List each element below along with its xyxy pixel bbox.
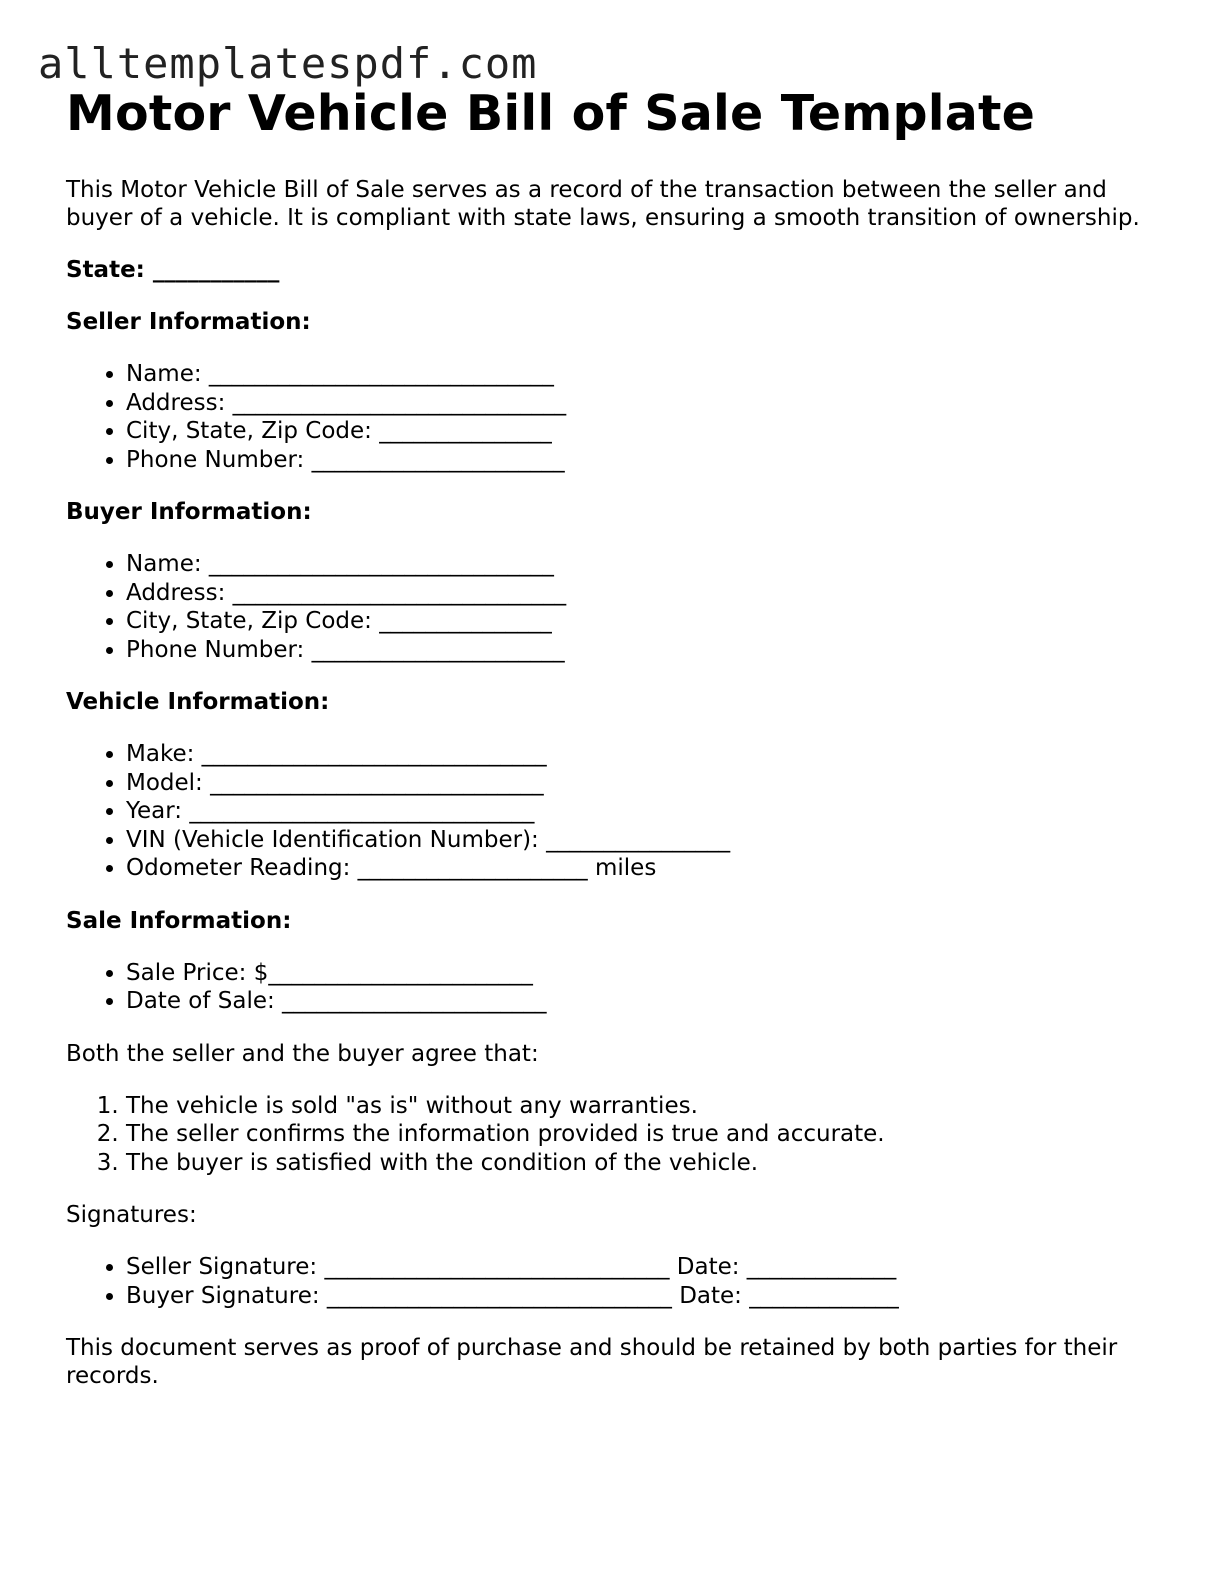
seller-signature-field: • Seller Signature: ______________________________ Date: _____________ [126, 1253, 1156, 1282]
agreement-item: 1. The vehicle is sold "as is" without any warranties. [126, 1092, 1156, 1121]
sale-date-field: • Date of Sale: _______________________ [126, 987, 1156, 1016]
agreement-item: 3. The buyer is satisfied with the condition of the vehicle. [126, 1149, 1156, 1178]
signatures-list [66, 1253, 1156, 1310]
vehicle-list [66, 740, 1156, 883]
state-field: State: ___________ [66, 257, 280, 283]
sale-price-field: • Sale Price: $_______________________ [126, 959, 1156, 988]
sale-list [66, 959, 1156, 1016]
document-body [66, 84, 1156, 1390]
signatures-heading: Signatures: [66, 1202, 197, 1228]
buyer-address-field: • Address: _____________________________ [126, 579, 1156, 608]
buyer-signature-field: • Buyer Signature: ______________________________ Date: _____________ [126, 1282, 1156, 1311]
buyer-heading: Buyer Information: [66, 499, 312, 525]
buyer-name-field: • Name: ______________________________ [126, 550, 1156, 579]
closing-paragraph: This document serves as proof of purchase and should be retained by both parties for their records. [66, 1335, 1118, 1389]
agreement-list [66, 1092, 1156, 1178]
seller-name-field: • Name: ______________________________ [126, 360, 1156, 389]
agreement-intro: Both the seller and the buyer agree that: [66, 1040, 539, 1067]
agreement-item: 2. The seller confirms the information provided is true and accurate. [126, 1120, 1156, 1149]
watermark: alltemplatespdf.com [38, 39, 538, 88]
seller-heading: Seller Information: [66, 309, 311, 335]
vehicle-odometer-field: • Odometer Reading: ____________________ miles [126, 854, 1156, 883]
page-title: Motor Vehicle Bill of Sale Template [66, 85, 1036, 142]
vehicle-make-field: • Make: ______________________________ [126, 740, 1156, 769]
seller-phone-field: • Phone Number: ______________________ [126, 446, 1156, 475]
seller-list [66, 360, 1156, 474]
seller-address-field: • Address: _____________________________ [126, 389, 1156, 418]
sale-heading: Sale Information: [66, 907, 292, 934]
vehicle-year-field: • Year: ______________________________ [126, 797, 1156, 826]
vehicle-model-field: • Model: _____________________________ [126, 769, 1156, 798]
seller-city-state-zip-field: • City, State, Zip Code: _______________ [126, 417, 1156, 446]
intro-paragraph: This Motor Vehicle Bill of Sale serves as a record of the transaction between the seller and buyer of a vehicle. It is compliant with state laws, ensuring a smooth transition of ownership. [66, 177, 1140, 231]
buyer-phone-field: • Phone Number: ______________________ [126, 636, 1156, 665]
vehicle-vin-field: • VIN (Vehicle Identification Number): ________________ [126, 826, 1156, 855]
buyer-city-state-zip-field: • City, State, Zip Code: _______________ [126, 607, 1156, 636]
buyer-list [66, 550, 1156, 664]
vehicle-heading: Vehicle Information: [66, 689, 330, 715]
